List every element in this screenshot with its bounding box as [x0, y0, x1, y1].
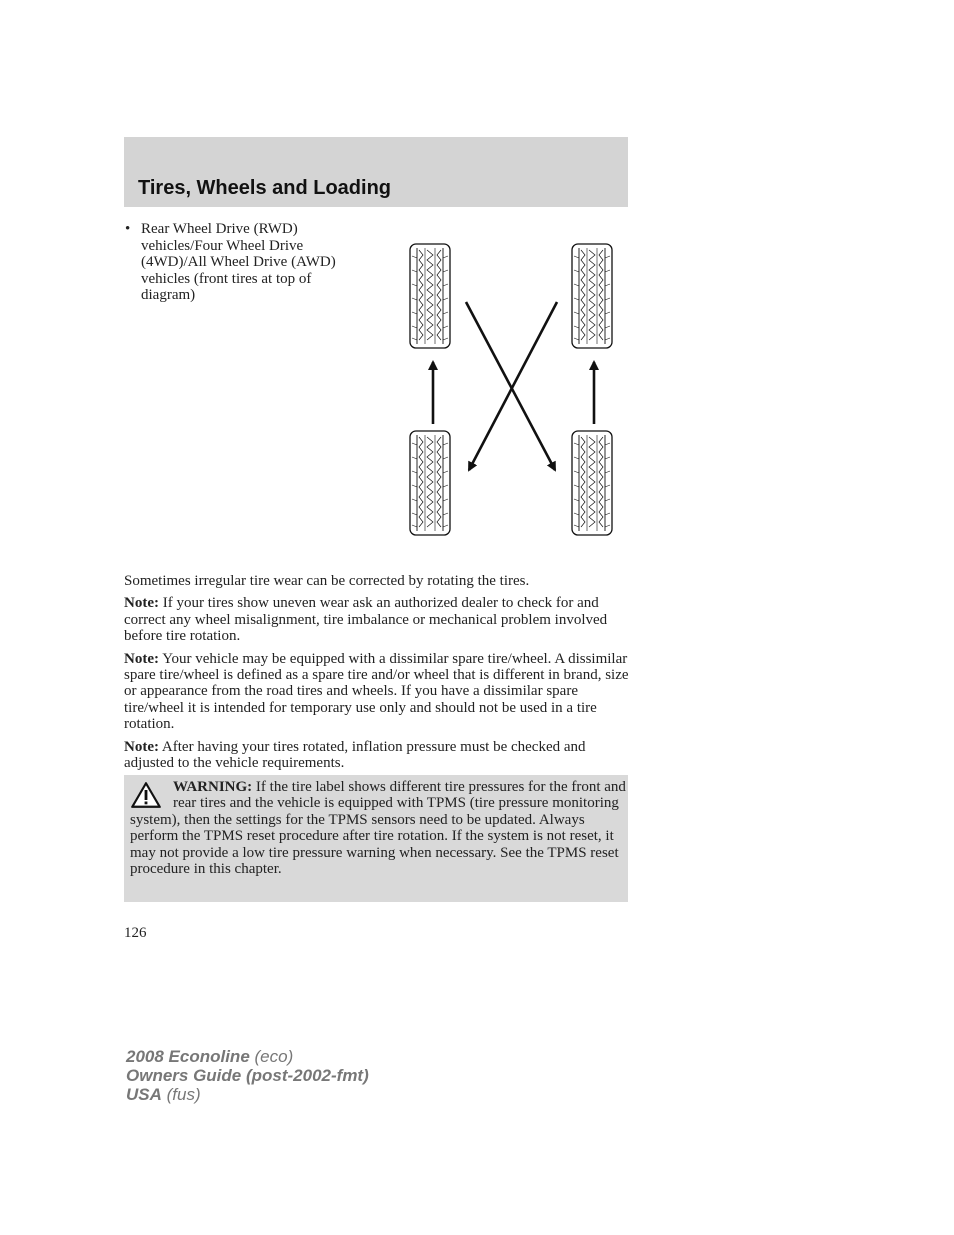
warning-label: WARNING:	[173, 779, 253, 795]
section-header-band	[124, 137, 628, 207]
arrow-front-right-to-rear-left	[469, 302, 557, 470]
footer-market: USA	[126, 1085, 162, 1104]
tire-rotation-diagram	[405, 238, 617, 538]
page-number: 126	[124, 925, 147, 941]
warning-box	[124, 775, 628, 902]
footer-model: 2008 Econoline	[126, 1047, 250, 1066]
bullet-symbol: •	[125, 221, 131, 237]
note-text: If your tires show uneven wear ask an authorized dealer to check for and correct any wheel misalignment, tire imbalance or mechanical problem involved before tire rotation.	[124, 595, 608, 645]
note-text: Your vehicle may be equipped with a dissimilar spare tire/wheel. A dissimilar spare tire/wheel is defined as a spare tire and/or wheel that is different in brand, size or appearance from the road tires and wheels. If you have a dissimilar spare tire/wheel it is intended for temporary use only and should not be used in a tire rotation.	[124, 650, 629, 733]
note-label: Note:	[124, 595, 159, 612]
section-title: Tires, Wheels and Loading	[138, 177, 392, 199]
note-label: Note:	[124, 738, 159, 755]
footer-line-2	[126, 1066, 369, 1085]
note-label: Note:	[124, 650, 159, 667]
footer-market-code: (fus)	[166, 1085, 201, 1104]
footer-guide: Owners Guide (post-2002-fmt)	[126, 1066, 369, 1085]
body-text	[124, 573, 630, 777]
footer-model-code: (eco)	[254, 1047, 294, 1066]
footer-line-1	[126, 1047, 369, 1066]
intro-paragraph: Sometimes irregular tire wear can be corrected by rotating the tires.	[124, 573, 530, 589]
document-footer	[126, 1047, 369, 1104]
bullet-item	[124, 221, 364, 304]
tire-front-right	[572, 244, 612, 348]
warning-text-block	[130, 779, 626, 877]
bullet-text: Rear Wheel Drive (RWD) vehicles/Four Wheel Drive (4WD)/All Wheel Drive (AWD) vehicles (front tires at top of diagram)	[141, 221, 336, 303]
footer-line-3	[126, 1085, 369, 1104]
note-paragraph	[124, 595, 630, 644]
note-paragraph	[124, 739, 630, 772]
tire-rear-left	[410, 431, 450, 535]
arrow-front-left-to-rear-right	[466, 302, 555, 470]
tire-front-left	[410, 244, 450, 348]
note-paragraph	[124, 651, 630, 733]
warning-text: If the tire label shows different tire pressures for the front and rear tires and the vehicle is equipped with TPMS (tire pressure monitoring system), then the settings for the TPMS sensors need to be updated. Always perform the TPMS reset procedure after tire rotation. If the system is not reset, it may not provide a low tire pressure warning when necessary. See the TPMS reset procedure in this chapter.	[130, 779, 626, 878]
note-text: After having your tires rotated, inflation pressure must be checked and adjusted to the vehicle requirements.	[124, 738, 586, 772]
tire-rear-right	[572, 431, 612, 535]
